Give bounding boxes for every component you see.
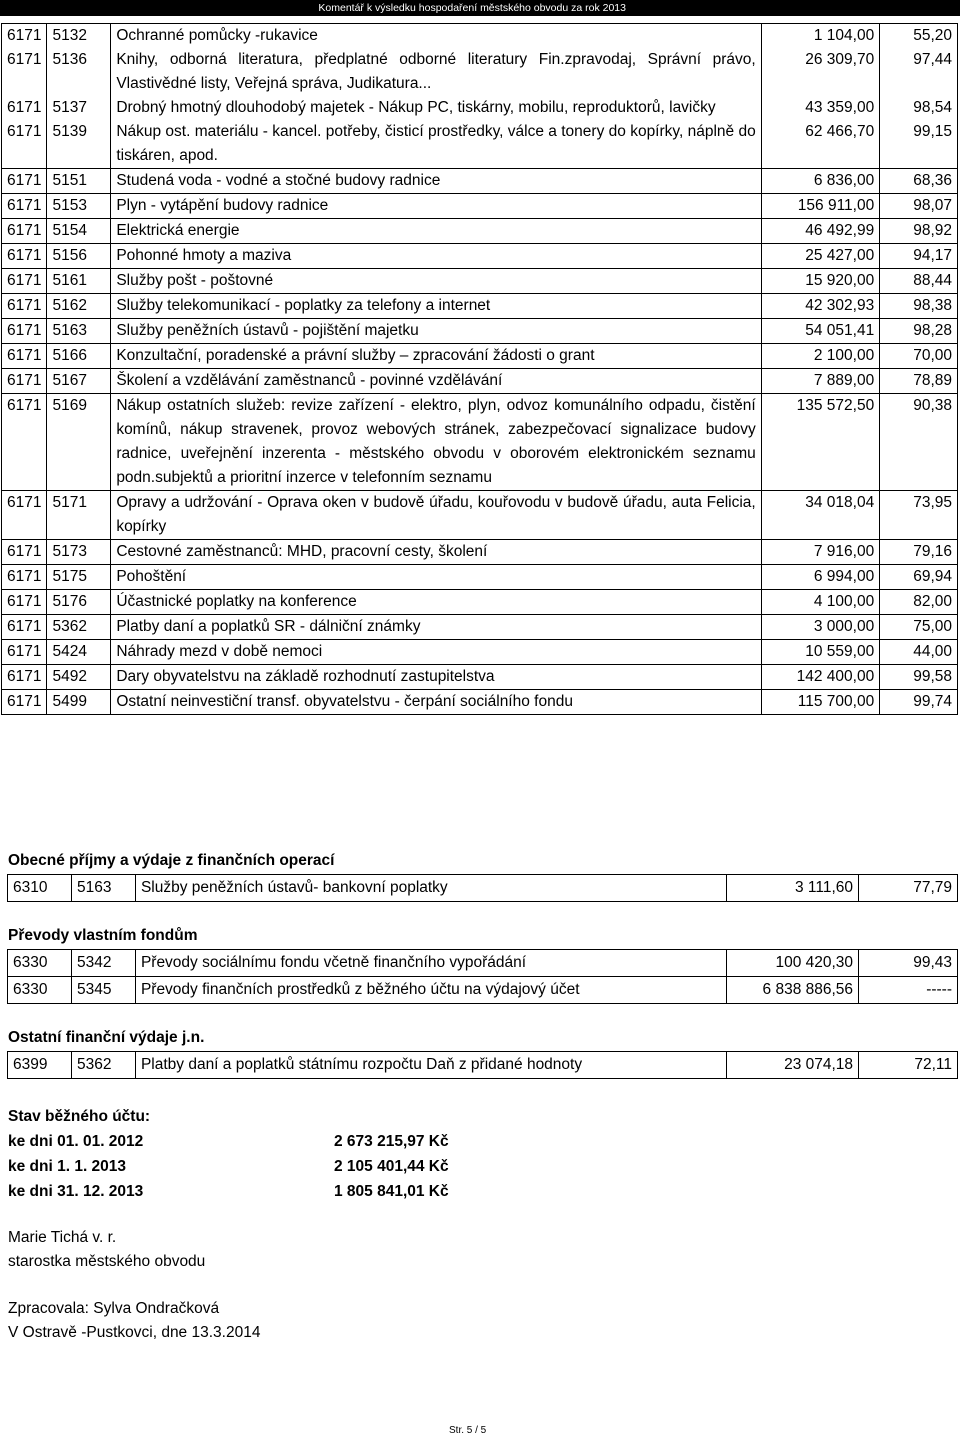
cell-description: Elektrická energie xyxy=(111,219,761,244)
cell-amount: 15 920,00 xyxy=(761,269,879,294)
cell-percent: 82,00 xyxy=(880,590,958,615)
cell-percent: 55,20 xyxy=(880,24,958,49)
balance-row xyxy=(8,1154,449,1179)
cell-amount: 46 492,99 xyxy=(761,219,879,244)
cell-description: Pohoštění xyxy=(111,565,761,590)
cell-paragraph: 6399 xyxy=(8,1052,72,1079)
balance-value: 2 105 401,44 Kč xyxy=(334,1158,449,1175)
cell-amount: 10 559,00 xyxy=(761,640,879,665)
cell-item-code: 5151 xyxy=(47,169,111,194)
cell-description: Opravy a udržování - Oprava oken v budově úřadu, kouřovodu v budově úřadu, auta Felicia, kopírky xyxy=(111,491,761,540)
cell-description: Konzultační, poradenské a právní služby – zpracování žádosti o grant xyxy=(111,344,761,369)
cell-item-code: 5137 xyxy=(47,96,111,120)
cell-paragraph: 6171 xyxy=(2,244,47,269)
table-row xyxy=(2,690,958,715)
table-row xyxy=(2,491,958,540)
cell-paragraph: 6171 xyxy=(2,590,47,615)
section-ostatni-title: Ostatní finanční výdaje j.n. xyxy=(8,1029,205,1046)
cell-percent: 70,00 xyxy=(880,344,958,369)
cell-amount: 115 700,00 xyxy=(761,690,879,715)
cell-amount: 3 111,60 xyxy=(727,875,859,902)
cell-item-code: 5163 xyxy=(47,319,111,344)
prevody-table xyxy=(7,949,958,1004)
cell-percent: 98,07 xyxy=(880,194,958,219)
prepared-place: V Ostravě -Pustkovci, dne 13.3.2014 xyxy=(8,1324,261,1341)
table-row xyxy=(8,977,958,1004)
cell-item-code: 5132 xyxy=(47,24,111,49)
cell-description: Nákup ostatních služeb: revize zařízení - elektro, plyn, odvoz komunálního odpadu, čistění komínů, nákup stravenek, provoz webových stránek, zabezpečovací signalizace budovy radnice, uveřejnění inzerenta - městského obvodu v oborovém elektronickém seznamu podn.subjektů a prioritní inzerce v telefonním seznamu xyxy=(111,394,761,491)
cell-amount: 1 104,00 xyxy=(761,24,879,49)
cell-item-code: 5162 xyxy=(47,294,111,319)
cell-amount: 62 466,70 xyxy=(761,120,879,169)
cell-description: Cestovné zaměstnanců: MHD, pracovní cesty, školení xyxy=(111,540,761,565)
cell-description: Služby telekomunikací - poplatky za telefony a internet xyxy=(111,294,761,319)
balance-row xyxy=(8,1179,449,1204)
table-row xyxy=(2,344,958,369)
table-row xyxy=(2,394,958,491)
cell-paragraph: 6171 xyxy=(2,394,47,491)
signature-role: starostka městského obvodu xyxy=(8,1253,206,1270)
table-row xyxy=(2,48,958,96)
cell-paragraph: 6171 xyxy=(2,344,47,369)
cell-percent: 77,79 xyxy=(859,875,958,902)
cell-description: Služby pošt - poštovné xyxy=(111,269,761,294)
cell-paragraph: 6171 xyxy=(2,120,47,169)
expense-table xyxy=(1,23,958,715)
prepared-block xyxy=(8,1297,260,1345)
balance-value: 1 805 841,01 Kč xyxy=(334,1183,449,1200)
cell-amount: 23 074,18 xyxy=(727,1052,859,1079)
signature-name: Marie Tichá v. r. xyxy=(8,1229,117,1246)
table-row xyxy=(2,665,958,690)
cell-description: Účastnické poplatky na konference xyxy=(111,590,761,615)
cell-percent: 99,74 xyxy=(880,690,958,715)
account-balance xyxy=(8,1104,449,1204)
cell-paragraph: 6171 xyxy=(2,640,47,665)
cell-percent: 98,54 xyxy=(880,96,958,120)
cell-item-code: 5153 xyxy=(47,194,111,219)
cell-item-code: 5173 xyxy=(47,540,111,565)
table-row xyxy=(2,96,958,120)
cell-paragraph: 6171 xyxy=(2,540,47,565)
cell-percent: 98,28 xyxy=(880,319,958,344)
cell-item-code: 5166 xyxy=(47,344,111,369)
cell-paragraph: 6171 xyxy=(2,48,47,96)
cell-paragraph: 6171 xyxy=(2,294,47,319)
cell-paragraph: 6171 xyxy=(2,665,47,690)
cell-paragraph: 6171 xyxy=(2,169,47,194)
cell-description: Drobný hmotný dlouhodobý majetek - Nákup PC, tiskárny, mobilu, reproduktorů, lavičky xyxy=(111,96,761,120)
cell-amount: 25 427,00 xyxy=(761,244,879,269)
cell-paragraph: 6330 xyxy=(8,950,72,977)
cell-paragraph: 6171 xyxy=(2,319,47,344)
cell-item-code: 5362 xyxy=(71,1052,135,1079)
cell-item-code: 5156 xyxy=(47,244,111,269)
table-row xyxy=(2,540,958,565)
cell-description: Služby peněžních ústavů - pojištění majetku xyxy=(111,319,761,344)
cell-paragraph: 6171 xyxy=(2,24,47,49)
cell-amount: 43 359,00 xyxy=(761,96,879,120)
cell-description: Převody sociálnímu fondu včetně finančního vypořádání xyxy=(135,950,726,977)
cell-paragraph: 6171 xyxy=(2,491,47,540)
cell-percent: 68,36 xyxy=(880,169,958,194)
cell-description: Plyn - vytápění budovy radnice xyxy=(111,194,761,219)
cell-paragraph: 6171 xyxy=(2,369,47,394)
cell-paragraph: 6171 xyxy=(2,690,47,715)
cell-item-code: 5345 xyxy=(71,977,135,1004)
cell-item-code: 5139 xyxy=(47,120,111,169)
table-row xyxy=(2,169,958,194)
cell-amount: 7 889,00 xyxy=(761,369,879,394)
cell-item-code: 5154 xyxy=(47,219,111,244)
cell-percent: 98,38 xyxy=(880,294,958,319)
cell-percent: 99,43 xyxy=(859,950,958,977)
table-row xyxy=(2,244,958,269)
cell-amount: 142 400,00 xyxy=(761,665,879,690)
cell-description: Studená voda - vodné a stočné budovy radnice xyxy=(111,169,761,194)
signature-block xyxy=(8,1226,205,1274)
cell-item-code: 5175 xyxy=(47,565,111,590)
cell-amount: 4 100,00 xyxy=(761,590,879,615)
cell-item-code: 5424 xyxy=(47,640,111,665)
cell-percent: 99,15 xyxy=(880,120,958,169)
cell-description: Ochranné pomůcky -rukavice xyxy=(111,24,761,49)
cell-percent: 97,44 xyxy=(880,48,958,96)
section-obecne-title: Obecné příjmy a výdaje z finančních operací xyxy=(8,852,335,869)
prepared-by: Zpracovala: Sylva Ondračková xyxy=(8,1300,220,1317)
cell-percent: 73,95 xyxy=(880,491,958,540)
ostatni-table xyxy=(7,1051,958,1079)
cell-percent: 88,44 xyxy=(880,269,958,294)
obecne-table xyxy=(7,874,958,902)
cell-amount: 156 911,00 xyxy=(761,194,879,219)
cell-description: Školení a vzdělávání zaměstnanců - povinné vzdělávání xyxy=(111,369,761,394)
section-prevody-title: Převody vlastním fondům xyxy=(8,927,198,944)
header-title: Komentář k výsledku hospodaření městského obvodu za rok 2013 xyxy=(318,2,626,14)
cell-amount: 7 916,00 xyxy=(761,540,879,565)
table-row xyxy=(2,319,958,344)
cell-percent: ----- xyxy=(859,977,958,1004)
cell-amount: 3 000,00 xyxy=(761,615,879,640)
balance-value: 2 673 215,97 Kč xyxy=(334,1133,449,1150)
cell-amount: 26 309,70 xyxy=(761,48,879,96)
cell-description: Ostatní neinvestiční transf. obyvatelstvu - čerpání sociálního fondu xyxy=(111,690,761,715)
balance-row xyxy=(8,1129,449,1154)
cell-amount: 54 051,41 xyxy=(761,319,879,344)
cell-item-code: 5362 xyxy=(47,615,111,640)
cell-description: Převody finančních prostředků z běžného účtu na výdajový účet xyxy=(135,977,726,1004)
cell-item-code: 5136 xyxy=(47,48,111,96)
account-balance-title: Stav běžného účtu: xyxy=(8,1108,151,1125)
table-row xyxy=(2,219,958,244)
table-row xyxy=(2,615,958,640)
cell-description: Dary obyvatelstvu na základě rozhodnutí zastupitelstva xyxy=(111,665,761,690)
cell-item-code: 5163 xyxy=(71,875,135,902)
cell-amount: 135 572,50 xyxy=(761,394,879,491)
table-row xyxy=(2,565,958,590)
cell-item-code: 5492 xyxy=(47,665,111,690)
cell-item-code: 5176 xyxy=(47,590,111,615)
page-number: Str. 5 / 5 xyxy=(449,1425,487,1436)
cell-paragraph: 6171 xyxy=(2,194,47,219)
cell-paragraph: 6171 xyxy=(2,96,47,120)
cell-item-code: 5171 xyxy=(47,491,111,540)
cell-amount: 6 836,00 xyxy=(761,169,879,194)
table-row xyxy=(8,875,958,902)
cell-percent: 78,89 xyxy=(880,369,958,394)
cell-description: Knihy, odborná literatura, předplatné odborné literatury Fin.zpravodaj, Správní právo, Vlastivědné listy, Veřejná správa, Judikatura... xyxy=(111,48,761,96)
cell-amount: 6 838 886,56 xyxy=(727,977,859,1004)
cell-amount: 2 100,00 xyxy=(761,344,879,369)
cell-amount: 6 994,00 xyxy=(761,565,879,590)
cell-percent: 79,16 xyxy=(880,540,958,565)
cell-amount: 34 018,04 xyxy=(761,491,879,540)
table-row xyxy=(2,24,958,49)
cell-paragraph: 6171 xyxy=(2,615,47,640)
cell-description: Služby peněžních ústavů- bankovní poplatky xyxy=(135,875,726,902)
cell-percent: 75,00 xyxy=(880,615,958,640)
cell-paragraph: 6171 xyxy=(2,565,47,590)
balance-date: ke dni 31. 12. 2013 xyxy=(8,1183,144,1200)
cell-percent: 94,17 xyxy=(880,244,958,269)
cell-percent: 99,58 xyxy=(880,665,958,690)
cell-percent: 72,11 xyxy=(859,1052,958,1079)
cell-paragraph: 6310 xyxy=(8,875,72,902)
cell-description: Nákup ost. materiálu - kancel. potřeby, čisticí prostředky, válce a tonery do kopírky, náplně do tiskáren, apod. xyxy=(111,120,761,169)
cell-amount: 100 420,30 xyxy=(727,950,859,977)
table-row xyxy=(2,640,958,665)
table-row xyxy=(8,1052,958,1079)
cell-item-code: 5499 xyxy=(47,690,111,715)
cell-description: Náhrady mezd v době nemoci xyxy=(111,640,761,665)
balance-date: ke dni 1. 1. 2013 xyxy=(8,1158,127,1175)
cell-description: Pohonné hmoty a maziva xyxy=(111,244,761,269)
cell-paragraph: 6171 xyxy=(2,219,47,244)
table-row xyxy=(2,369,958,394)
table-row xyxy=(2,294,958,319)
cell-item-code: 5167 xyxy=(47,369,111,394)
cell-item-code: 5169 xyxy=(47,394,111,491)
table-row xyxy=(8,950,958,977)
cell-percent: 69,94 xyxy=(880,565,958,590)
cell-description: Platby daní a poplatků státnímu rozpočtu Daň z přidané hodnoty xyxy=(135,1052,726,1079)
cell-paragraph: 6330 xyxy=(8,977,72,1004)
cell-percent: 98,92 xyxy=(880,219,958,244)
table-row xyxy=(2,590,958,615)
table-row xyxy=(2,120,958,169)
table-row xyxy=(2,269,958,294)
cell-description: Platby daní a poplatků SR - dálniční známky xyxy=(111,615,761,640)
cell-percent: 90,38 xyxy=(880,394,958,491)
page-header xyxy=(0,0,960,16)
table-row xyxy=(2,194,958,219)
cell-paragraph: 6171 xyxy=(2,269,47,294)
cell-item-code: 5342 xyxy=(71,950,135,977)
cell-percent: 44,00 xyxy=(880,640,958,665)
cell-item-code: 5161 xyxy=(47,269,111,294)
balance-date: ke dni 01. 01. 2012 xyxy=(8,1133,144,1150)
cell-amount: 42 302,93 xyxy=(761,294,879,319)
